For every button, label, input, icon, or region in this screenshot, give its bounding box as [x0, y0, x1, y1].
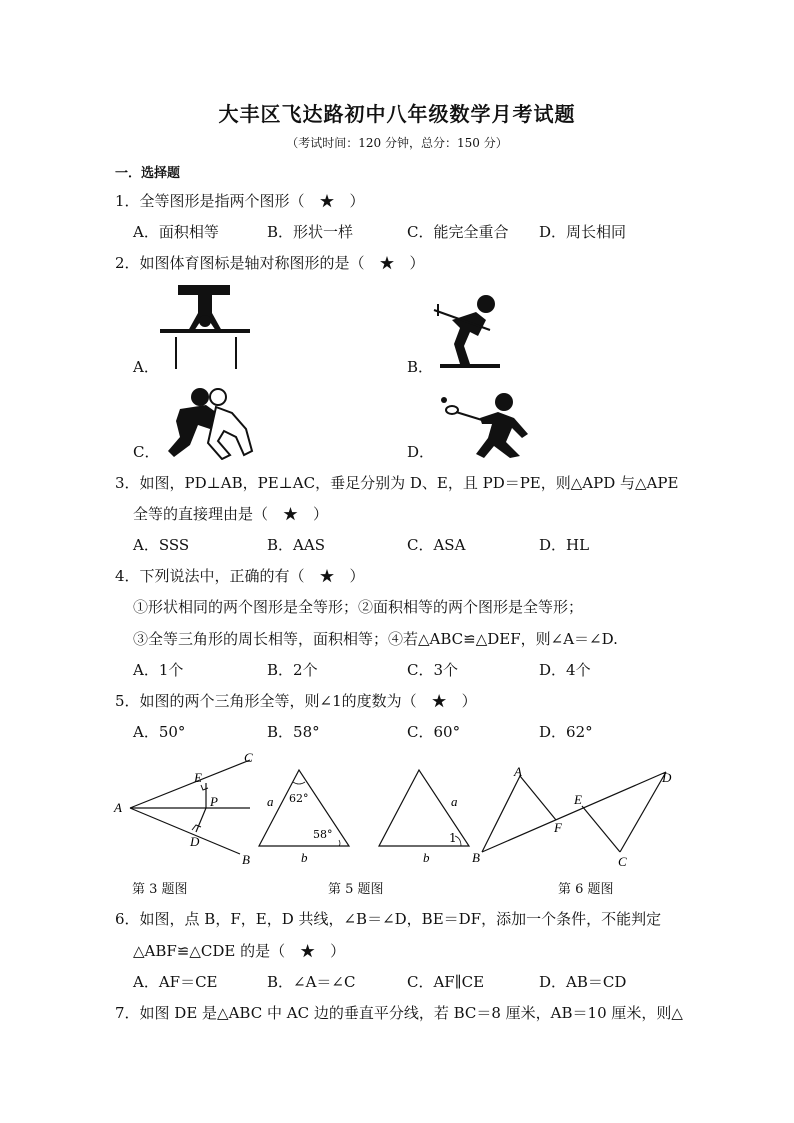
fig5-caption: 第 5 题图 [328, 882, 384, 897]
fig3-caption: 第 3 题图 [132, 882, 188, 897]
q1-option-b: B．形状一样 [267, 223, 354, 241]
fig5-label-a: a [267, 794, 274, 809]
fig5-label-a2: a [451, 794, 458, 809]
q2-label-a: A． [133, 358, 159, 376]
fig5-label-b: b [301, 850, 308, 865]
q3-line-1: 3．如图，PD⊥AB，PE⊥AC，垂足分别为 D、E，且 PD＝PE，则△APD 与△APE [115, 474, 679, 492]
fig3-label-b: B [242, 852, 250, 867]
fig6-label-e: E [574, 792, 582, 807]
fig3-label-d: D [190, 834, 200, 849]
q6-line-2: △ABF≌△CDE 的是（ ★ ） [133, 942, 346, 960]
q5-option-a: A．50° [133, 723, 186, 741]
q4-option-a: A．1个 [133, 661, 184, 679]
q1-option-c: C．能完全重合 [407, 223, 509, 241]
q2-stem: 2．如图体育图标是轴对称图形的是（ ★ ） [115, 254, 425, 272]
q5-option-d: D．62° [539, 723, 593, 741]
fig6-caption: 第 6 题图 [558, 882, 614, 897]
fig3-label-a: A [114, 800, 122, 815]
q1-option-a: A．面积相等 [133, 223, 219, 241]
q2-label-c: C． [133, 443, 160, 461]
q4-line-1: ①形状相同的两个图形是全等形；②面积相等的两个图形是全等形； [133, 598, 584, 616]
section-label: 一．选择题 [115, 166, 181, 181]
q3-option-a: A．SSS [133, 536, 190, 554]
q5-option-c: C．60° [407, 723, 461, 741]
q4-option-b: B．2个 [267, 661, 318, 679]
fig6-label-f: F [554, 820, 562, 835]
figure-q6 [468, 762, 688, 870]
fig3-label-e: E [194, 770, 202, 785]
q5-option-b: B．58° [267, 723, 320, 741]
fig6-label-a: A [514, 764, 522, 779]
fig5-label-b2: b [423, 850, 430, 865]
figure-q3 [110, 752, 270, 870]
fig3-label-p: P [210, 794, 218, 809]
q4-stem: 4．下列说法中，正确的有（ ★ ） [115, 567, 365, 585]
icon-a-gymnast [158, 283, 252, 373]
q6-option-c: C．AF∥CE [407, 973, 485, 991]
q5-stem: 5．如图的两个三角形全等，则∠1的度数为（ ★ ） [115, 692, 477, 710]
fig5-angle-right: 58° [313, 828, 333, 841]
q2-label-d: D． [407, 443, 435, 461]
q7-line-1: 7．如图 DE 是△ABC 中 AC 边的垂直平分线，若 BC＝8 厘米，AB＝10 厘米，则△ [115, 1004, 683, 1022]
fig6-label-c: C [618, 854, 627, 869]
q6-option-b: B．∠A＝∠C [267, 973, 356, 991]
fig5-angle-top: 62° [289, 792, 309, 805]
q1-option-d: D．周长相同 [539, 223, 627, 241]
fig6-label-b: B [472, 850, 480, 865]
q3-option-c: C．ASA [407, 536, 466, 554]
q3-line-2: 全等的直接理由是（ ★ ） [133, 505, 329, 523]
fig6-label-d: D [662, 770, 672, 785]
q1-stem: 1．全等图形是指两个图形（ ★ ） [115, 192, 365, 210]
q2-label-b: B． [407, 358, 434, 376]
q4-option-d: D．4个 [539, 661, 591, 679]
q4-option-c: C．3个 [407, 661, 459, 679]
exam-subtitle: （考试时间：120 分钟，总分：150 分） [286, 136, 508, 150]
fig5-angle-1: 1 [449, 831, 457, 845]
icon-c-wrestlers [160, 385, 256, 460]
q3-option-d: D．HL [539, 536, 590, 554]
q6-option-a: A．AF＝CE [133, 973, 218, 991]
figure-q5 [255, 764, 475, 868]
exam-title: 大丰区飞达路初中八年级数学月考试题 [218, 102, 576, 126]
fig3-label-c: C [244, 752, 253, 765]
q6-line-1: 6．如图，点 B，F，E，D 共线，∠B＝∠D，BE＝DF，添加一个条件，不能判定 [115, 910, 662, 928]
q3-option-b: B．AAS [267, 536, 325, 554]
icon-b-skier [430, 290, 506, 370]
icon-d-badminton [432, 390, 536, 460]
q4-line-2: ③全等三角形的周长相等，面积相等；④若△ABC≌△DEF，则∠A＝∠D. [133, 630, 618, 648]
q6-option-d: D．AB＝CD [539, 973, 627, 991]
